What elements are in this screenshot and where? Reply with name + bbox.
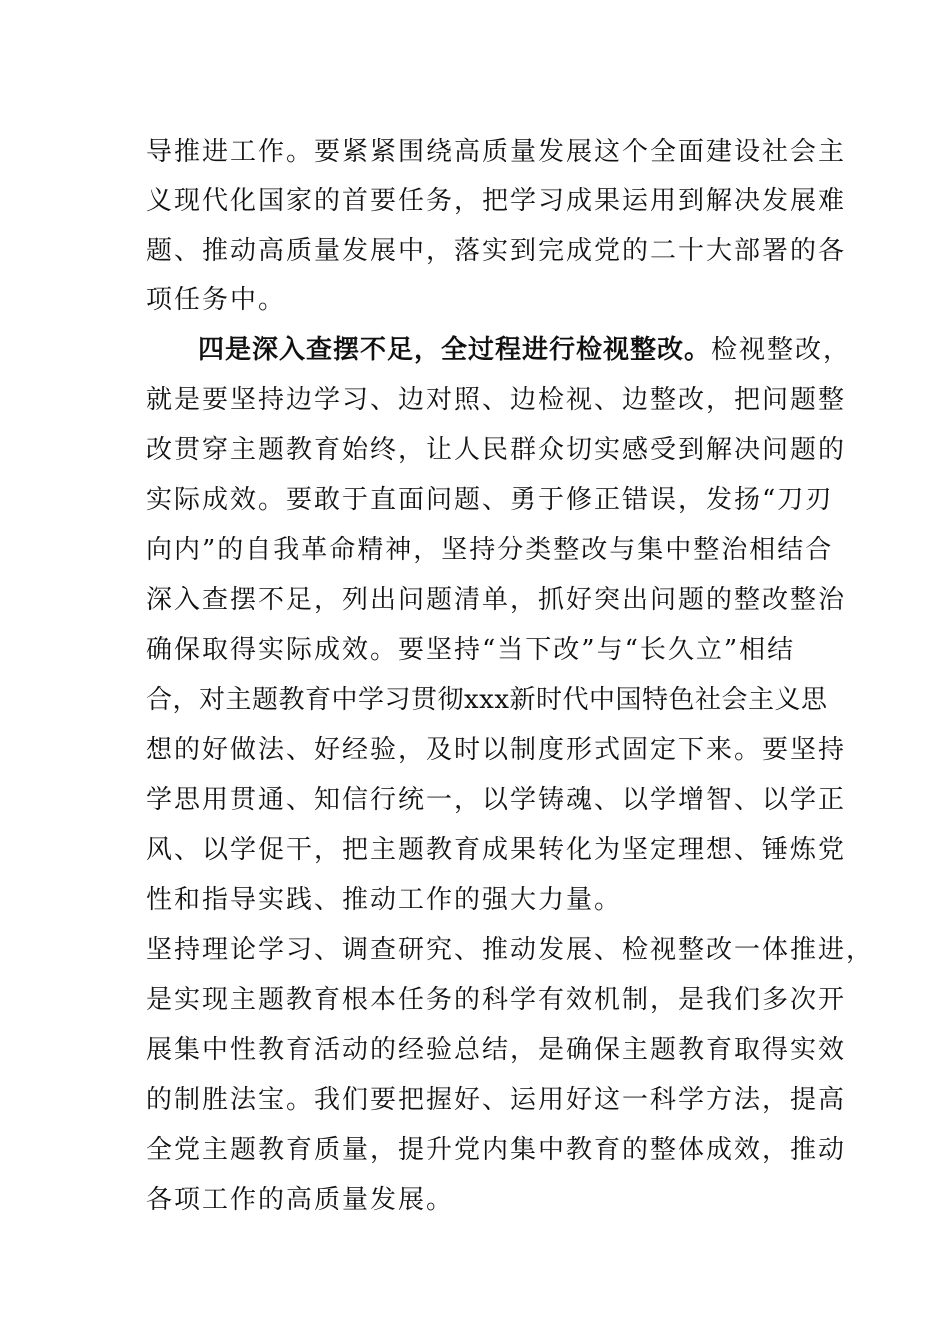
paragraph-2-line: 向内”的自我革命精神，坚持分类整改与集中整治相结合 bbox=[146, 535, 834, 565]
paragraph-3-line: 坚持理论学习、调查研究、推动发展、检视整改一体推进， bbox=[146, 935, 875, 965]
paragraph-1-line: 项任务中。 bbox=[146, 285, 287, 315]
paragraph-2-line: 确保取得实际成效。要坚持“当下改”与“长久立”相结 bbox=[146, 635, 796, 665]
paragraph-2-heading: 四是深入查摆不足，全过程进行检视整改。 bbox=[198, 335, 712, 365]
paragraph-2-line: 深入查摆不足，列出问题清单，抓好突出问题的整改整治 bbox=[146, 585, 847, 615]
paragraph-3-line: 展集中性教育活动的经验总结，是确保主题教育取得实效 bbox=[146, 1035, 847, 1065]
paragraph-3-line: 的制胜法宝。我们要把握好、运用好这一科学方法，提高 bbox=[146, 1085, 847, 1115]
paragraph-2-first-line bbox=[198, 333, 851, 367]
paragraph-2-line: 就是要坚持边学习、边对照、边检视、边整改，把问题整 bbox=[146, 385, 847, 415]
paragraph-3-line: 全党主题教育质量，提升党内集中教育的整体成效，推动 bbox=[146, 1135, 847, 1165]
paragraph-1-line: 义现代化国家的首要任务，把学习成果运用到解决发展难 bbox=[146, 186, 847, 216]
paragraph-2-first-line-text: 检视整改， bbox=[711, 335, 852, 365]
paragraph-2-line: 学思用贯通、知信行统一，以学铸魂、以学增智、以学正 bbox=[146, 785, 847, 815]
paragraph-1-line: 导推进工作。要紧紧围绕高质量发展这个全面建设社会主 bbox=[146, 137, 847, 167]
paragraph-2-line: 改贯穿主题教育始终，让人民群众切实感受到解决问题的 bbox=[146, 435, 847, 465]
paragraph-1-line: 题、推动高质量发展中，落实到完成党的二十大部署的各 bbox=[146, 236, 847, 266]
paragraph-2-line: 性和指导实践、推动工作的强大力量。 bbox=[146, 885, 623, 915]
paragraph-3-line: 各项工作的高质量发展。 bbox=[146, 1185, 455, 1215]
paragraph-2-line: 实际成效。要敢于直面问题、勇于修正错误，发扬“刀刃 bbox=[146, 485, 834, 515]
paragraph-2-line: 想的好做法、好经验，及时以制度形式固定下来。要坚持 bbox=[146, 735, 847, 765]
paragraph-2-line: 风、以学促干，把主题教育成果转化为坚定理想、锤炼党 bbox=[146, 835, 847, 865]
paragraph-2-line: 合，对主题教育中学习贯彻xxx新时代中国特色社会主义思 bbox=[146, 685, 828, 715]
paragraph-3-line: 是实现主题教育根本任务的科学有效机制，是我们多次开 bbox=[146, 985, 847, 1015]
